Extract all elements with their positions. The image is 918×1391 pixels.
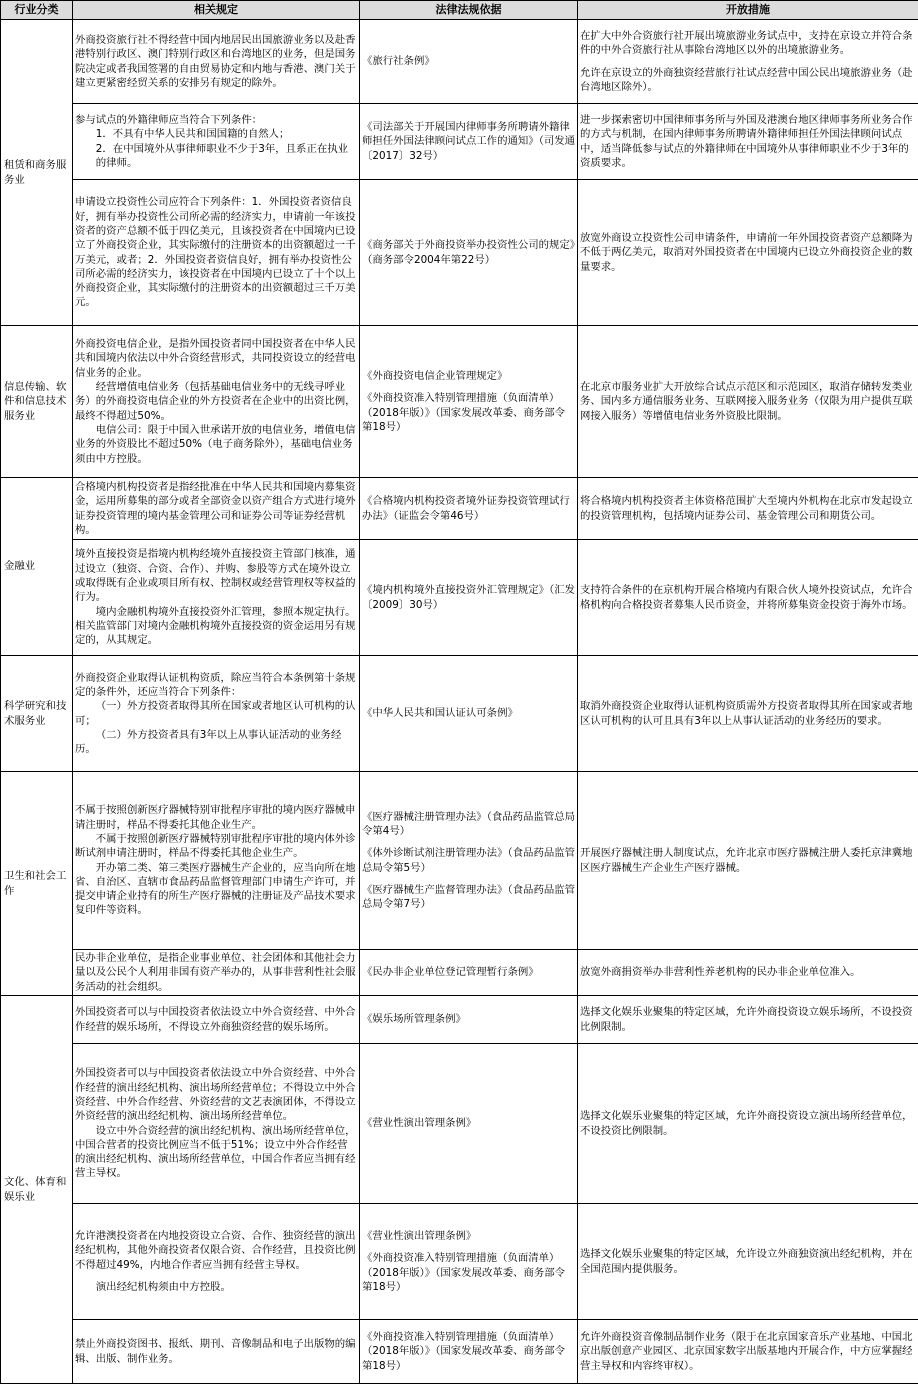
table-row bbox=[1, 478, 918, 540]
measure-text: 选择文化娱乐业聚集的特定区域，允许设立外商独资演出经纪机构，并在全国范围内提供服务。 bbox=[580, 1248, 913, 1275]
basis-text: 《医疗器械注册管理办法》（食品药品监管总局令第4号） bbox=[362, 810, 576, 837]
category-cell: 卫生和社会工作 bbox=[1, 772, 73, 996]
basis-text: 《外商投资准入特别管理措施（负面清单）（2018年版）》（国家发展改革委、商务部令第18号） bbox=[362, 392, 566, 433]
table-row bbox=[1, 326, 918, 478]
table-row bbox=[1, 950, 918, 996]
header-rules: 相关规定 bbox=[73, 1, 360, 20]
basis-text: 《娱乐场所管理条例》 bbox=[362, 1013, 466, 1026]
rule-text: 外国投资者可以与中国投资者依法设立中外合资经营、中外合作经营的娱乐场所，不得设立外商独资经营的娱乐场所。 bbox=[75, 1006, 356, 1033]
measures-cell bbox=[578, 772, 918, 950]
rule-text: 开办第二类、第三类医疗器械生产企业的，应当向所在地省、自治区、直辖市食品药品监督管理部门申请生产许可，并提交申请企业持有的所生产医疗器械的注册证及产品技术要求复印件等资料。 bbox=[75, 861, 356, 917]
basis-cell bbox=[360, 326, 578, 478]
header-basis: 法律法规依据 bbox=[360, 1, 578, 20]
basis-cell bbox=[360, 1320, 578, 1384]
basis-cell bbox=[360, 772, 578, 950]
category-cell: 文化、体育和娱乐业 bbox=[1, 996, 73, 1384]
measures-cell bbox=[578, 1044, 918, 1204]
measures-cell bbox=[578, 1204, 918, 1320]
table-row bbox=[1, 772, 918, 950]
measure-text: 选择文化娱乐业聚集的特定区域，允许外商投资设立演出场所经营单位，不设投资比例限制。 bbox=[580, 1110, 913, 1137]
rule-text: （一）外方投资者取得其所在国家或者地区认可机构的认可； bbox=[75, 700, 356, 727]
measures-cell bbox=[578, 326, 918, 478]
rule-text: 外商投资电信企业，是指外国投资者同中国投资者在中华人民共和国境内依法以中外合资经营形式，共同投资设立的经营电信业务的企业。 bbox=[75, 338, 356, 379]
measures-cell bbox=[578, 104, 918, 180]
table-row bbox=[1, 104, 918, 180]
rules-cell bbox=[73, 180, 360, 326]
rule-text: 电信公司：限于中国入世承诺开放的电信业务，增值电信业务的外资股比不超过50%（电子商务除外），基础电信业务须由中方控股。 bbox=[75, 423, 356, 465]
basis-text: 《中华人民共和国认证认可条例》 bbox=[362, 707, 518, 720]
basis-text: 《外商投资准入特别管理措施（负面清单）（2018年版）》（国家发展改革委、商务部令第18号） bbox=[362, 1331, 566, 1372]
rule-text: 不属于按照创新医疗器械特别审批程序审批的境内医疗器械申请注册时，样品不得委托其他企业生产。 bbox=[75, 804, 356, 831]
basis-text: 《医疗器械生产监督管理办法》（食品药品监管总局令第7号） bbox=[362, 883, 576, 911]
basis-text: 《司法部关于开展国内律师事务所聘请外籍律师担任外国法律顾问试点工作的通知》（司发通〔2017〕32号） bbox=[362, 121, 576, 162]
basis-text: 《营业性演出管理条例》 bbox=[362, 1117, 477, 1130]
rule-text: 外商投资企业取得认证机构资质，除应当符合本条例第十条规定的条件外，还应当符合下列条件： bbox=[75, 671, 356, 698]
category-cell: 金融业 bbox=[1, 478, 73, 656]
measure-text: 在北京市服务业扩大开放综合试点示范区和示范园区，取消存储转发类业务、国内多方通信服务业务、互联网接入服务业务（仅限为用户提供互联网接入服务）等增值电信业务外资股比限制。 bbox=[580, 381, 913, 422]
measures-cell bbox=[578, 20, 918, 104]
table-row bbox=[1, 20, 918, 104]
basis-text: 《外商投资准入特别管理措施（负面清单）（2018年版）》（国家发展改革委、商务部令第18号） bbox=[362, 1252, 566, 1293]
rule-text: 经营增值电信业务（包括基础电信业务中的无线寻呼业务）的外商投资电信企业的外方投资者在企业中的出资比例，最终不得超过50%。 bbox=[75, 381, 356, 422]
measure-text: 放宽外商捐资举办非营利性养老机构的民办非企业单位准入。 bbox=[580, 966, 861, 979]
basis-cell bbox=[360, 180, 578, 326]
rules-cell bbox=[73, 20, 360, 104]
basis-text: 《境内机构境外直接投资外汇管理规定》（汇发〔2009〕30号） bbox=[362, 584, 576, 611]
basis-cell bbox=[360, 996, 578, 1044]
measure-text: 将合格境内机构投资者主体资格范围扩大至境内外机构在北京市发起设立的投资管理机构，包括境内证券公司、基金管理公司和期货公司。 bbox=[580, 495, 913, 522]
basis-text: 《商务部关于外商投资举办投资性公司的规定》（商务部令2004年第22号） bbox=[362, 239, 576, 266]
basis-text: 《体外诊断试剂注册管理办法》（食品药品监管总局令第5号） bbox=[362, 847, 576, 874]
measures-cell bbox=[578, 656, 918, 772]
basis-cell bbox=[360, 1204, 578, 1320]
measure-text: 开展医疗器械注册人制度试点，允许北京市医疗器械注册人委托京津冀地区医疗器械生产企业生产医疗器械。 bbox=[580, 847, 913, 874]
table-row bbox=[1, 1204, 918, 1320]
header-measures: 开放措施 bbox=[578, 1, 918, 20]
rules-cell bbox=[73, 1044, 360, 1204]
measure-text: 在扩大中外合资旅行社开展出境旅游业务试点中，支持在京设立并符合条件的中外合资旅行社从事除台湾地区以外的出境旅游业务。 bbox=[580, 29, 913, 57]
category-cell: 信息传输、软件和信息技术服务业 bbox=[1, 326, 73, 478]
rule-text: 2．在中国境外从事律师职业不少于3年，且系正在执业的律师。 bbox=[95, 142, 349, 169]
rule-text: （二）外方投资者具有3年以上从事认证活动的业务经历。 bbox=[75, 728, 342, 756]
rule-text: 民办非企业单位，是指企业事业单位、社会团体和其他社会力量以及公民个人利用非国有资产举办的，从事非营利性社会服务活动的社会组织。 bbox=[75, 952, 356, 993]
rule-text: 允许港澳投资者在内地投资设立合资、合作、独资经营的演出经纪机构，其他外商投资者仅限合资、合作经营，且投资比例不得超过49%，内地合作者应当拥有经营主导权。 bbox=[75, 1229, 356, 1271]
rule-text: 合格境内机构投资者是指经批准在中华人民共和国境内募集资金，运用所募集的部分或者全部资金以资产组合方式进行境外证券投资管理的境内基金管理公司和证券公司等证券经营机构。 bbox=[75, 480, 356, 536]
basis-text: 《民办非企业单位登记管理暂行条例》 bbox=[362, 966, 539, 979]
rules-cell bbox=[73, 1320, 360, 1384]
basis-cell bbox=[360, 950, 578, 996]
category-cell: 科学研究和技术服务业 bbox=[1, 656, 73, 772]
measure-text: 进一步探索密切中国律师事务所与外国及港澳台地区律师事务所业务合作的方式与机制，在国内律师事务所聘请外籍律师担任外国法律顾问试点中，适当降低参与试点的外籍律师在中国境外从事律师职业不少于3年的资质要求。 bbox=[580, 113, 913, 169]
measures-cell bbox=[578, 1320, 918, 1384]
rules-cell bbox=[73, 656, 360, 772]
rule-text: 不属于按照创新医疗器械特别审批程序审批的境内体外诊断试剂申请注册时，样品不得委托其他企业生产。 bbox=[75, 832, 356, 860]
measure-text: 允许在京设立的外商独资经营旅行社试点经营中国公民出境旅游业务（赴台湾地区除外）。 bbox=[580, 66, 913, 93]
rules-cell bbox=[73, 996, 360, 1044]
rule-text: 演出经纪机构须由中方控股。 bbox=[95, 1280, 231, 1293]
measures-cell bbox=[578, 950, 918, 996]
measure-text: 允许外商投资音像制品制作业务（限于在北京国家音乐产业基地、中国北京出版创意产业园区、北京国家数字出版基地内开展合作，中方应掌握经营主导权和内容终审权）。 bbox=[580, 1331, 913, 1372]
basis-cell bbox=[360, 1044, 578, 1204]
basis-text: 《外商投资电信企业管理规定》 bbox=[362, 369, 508, 382]
measure-text: 放宽外商设立投资性公司申请条件，申请前一年外国投资者资产总额降为不低于两亿美元，取消对外国投资者在中国境内已设立外商投资企业的数量要求。 bbox=[580, 232, 913, 273]
rules-cell bbox=[73, 1204, 360, 1320]
rules-cell bbox=[73, 326, 360, 478]
rules-cell bbox=[73, 104, 360, 180]
measures-cell bbox=[578, 180, 918, 326]
rule-text: 禁止外商投资图书、报纸、期刊、音像制品和电子出版物的编辑、出版、制作业务。 bbox=[75, 1338, 356, 1365]
basis-cell bbox=[360, 656, 578, 772]
measure-text: 选择文化娱乐业聚集的特定区域，允许外商投资设立娱乐场所，不设投资比例限制。 bbox=[580, 1006, 913, 1033]
rule-text: 1．不具有中华人民共和国国籍的自然人； bbox=[95, 128, 290, 141]
basis-cell bbox=[360, 478, 578, 540]
basis-text: 《旅行社条例》 bbox=[362, 55, 435, 68]
table-row bbox=[1, 656, 918, 772]
table-row bbox=[1, 996, 918, 1044]
rules-cell bbox=[73, 478, 360, 540]
measures-cell bbox=[578, 478, 918, 540]
header-row bbox=[1, 1, 918, 20]
category-cell: 租赁和商务服务业 bbox=[1, 20, 73, 326]
measures-cell bbox=[578, 996, 918, 1044]
rule-text: 外商投资旅行社不得经营中国内地居民出国旅游业务以及赴香港特别行政区、澳门特别行政区和台湾地区的业务，但是国务院决定或者我国签署的自由贸易协定和内地与香港、澳门关于建立更紧密经贸关系的安排另有规定的除外。 bbox=[75, 33, 356, 89]
measure-text: 取消外商投资企业取得认证机构资质需外方投资者取得其所在国家或者地区认可机构的认可且具有3年以上从事认证活动的业务经历的要求。 bbox=[580, 700, 913, 727]
table-row bbox=[1, 540, 918, 656]
table-row bbox=[1, 1320, 918, 1384]
rule-text: 境内金融机构境外直接投资外汇管理，参照本规定执行。相关监管部门对境内金融机构境外直接投资的资金运用另有规定的，从其规定。 bbox=[75, 605, 356, 647]
basis-cell bbox=[360, 20, 578, 104]
rule-text: 外国投资者可以与中国投资者依法设立中外合资经营、中外合作经营的演出经纪机构、演出场所经营单位；不得设立中外合资经营、中外合作经营、外资经营的文艺表演团体，不得设立外资经营的演出经纪机构、演出场所经营单位。 bbox=[75, 1067, 356, 1123]
rule-text: 申请设立投资性公司应符合下列条件：1．外国投资者资信良好，拥有举办投资性公司所必需的经济实力，申请前一年该投资者的资产总额不低于四亿美元，且该投资者在中国境内已设立了外商投资企业，其实际缴付的注册资本的出资额超过一千万美元，或者；2．外国投资者资信良好，拥有举办投资性公司所必需的经济实力，该投资者在中国境内已设立了十个以上外商投资企业，其实际缴付的注册资本的出资额超过三千万美元。 bbox=[75, 196, 356, 309]
header-category: 行业分类 bbox=[1, 1, 73, 20]
basis-cell bbox=[360, 540, 578, 656]
rules-cell bbox=[73, 950, 360, 996]
rule-text: 设立中外合资经营的演出经纪机构、演出场所经营单位，中国合营者的投资比例应当不低于51%；设立中外合作经营的演出经纪机构、演出场所经营单位，中国合作者应当拥有经营主导权。 bbox=[75, 1124, 356, 1180]
basis-text: 《营业性演出管理条例》 bbox=[362, 1229, 477, 1242]
rule-text: 境外直接投资是指境内机构经境外直接投资主管部门核准，通过设立（独资、合资、合作）、并购、参股等方式在境外设立或取得既有企业或项目所有权、控制权或经营管理权等权益的行为。 bbox=[75, 548, 356, 604]
rules-cell bbox=[73, 772, 360, 950]
rule-text: 参与试点的外籍律师应当符合下列条件： bbox=[75, 113, 263, 126]
basis-text: 《合格境内机构投资者境外证券投资管理试行办法》（证监会令第46号） bbox=[362, 495, 570, 522]
table-row bbox=[1, 1044, 918, 1204]
table-row bbox=[1, 180, 918, 326]
basis-cell bbox=[360, 104, 578, 180]
measures-cell bbox=[578, 540, 918, 656]
measure-text: 支持符合条件的在京机构开展合格境内有限合伙人境外投资试点，允许合格机构向合格投资者募集人民币资金，并将所募集资金投资于海外市场。 bbox=[580, 584, 913, 611]
rules-cell bbox=[73, 540, 360, 656]
